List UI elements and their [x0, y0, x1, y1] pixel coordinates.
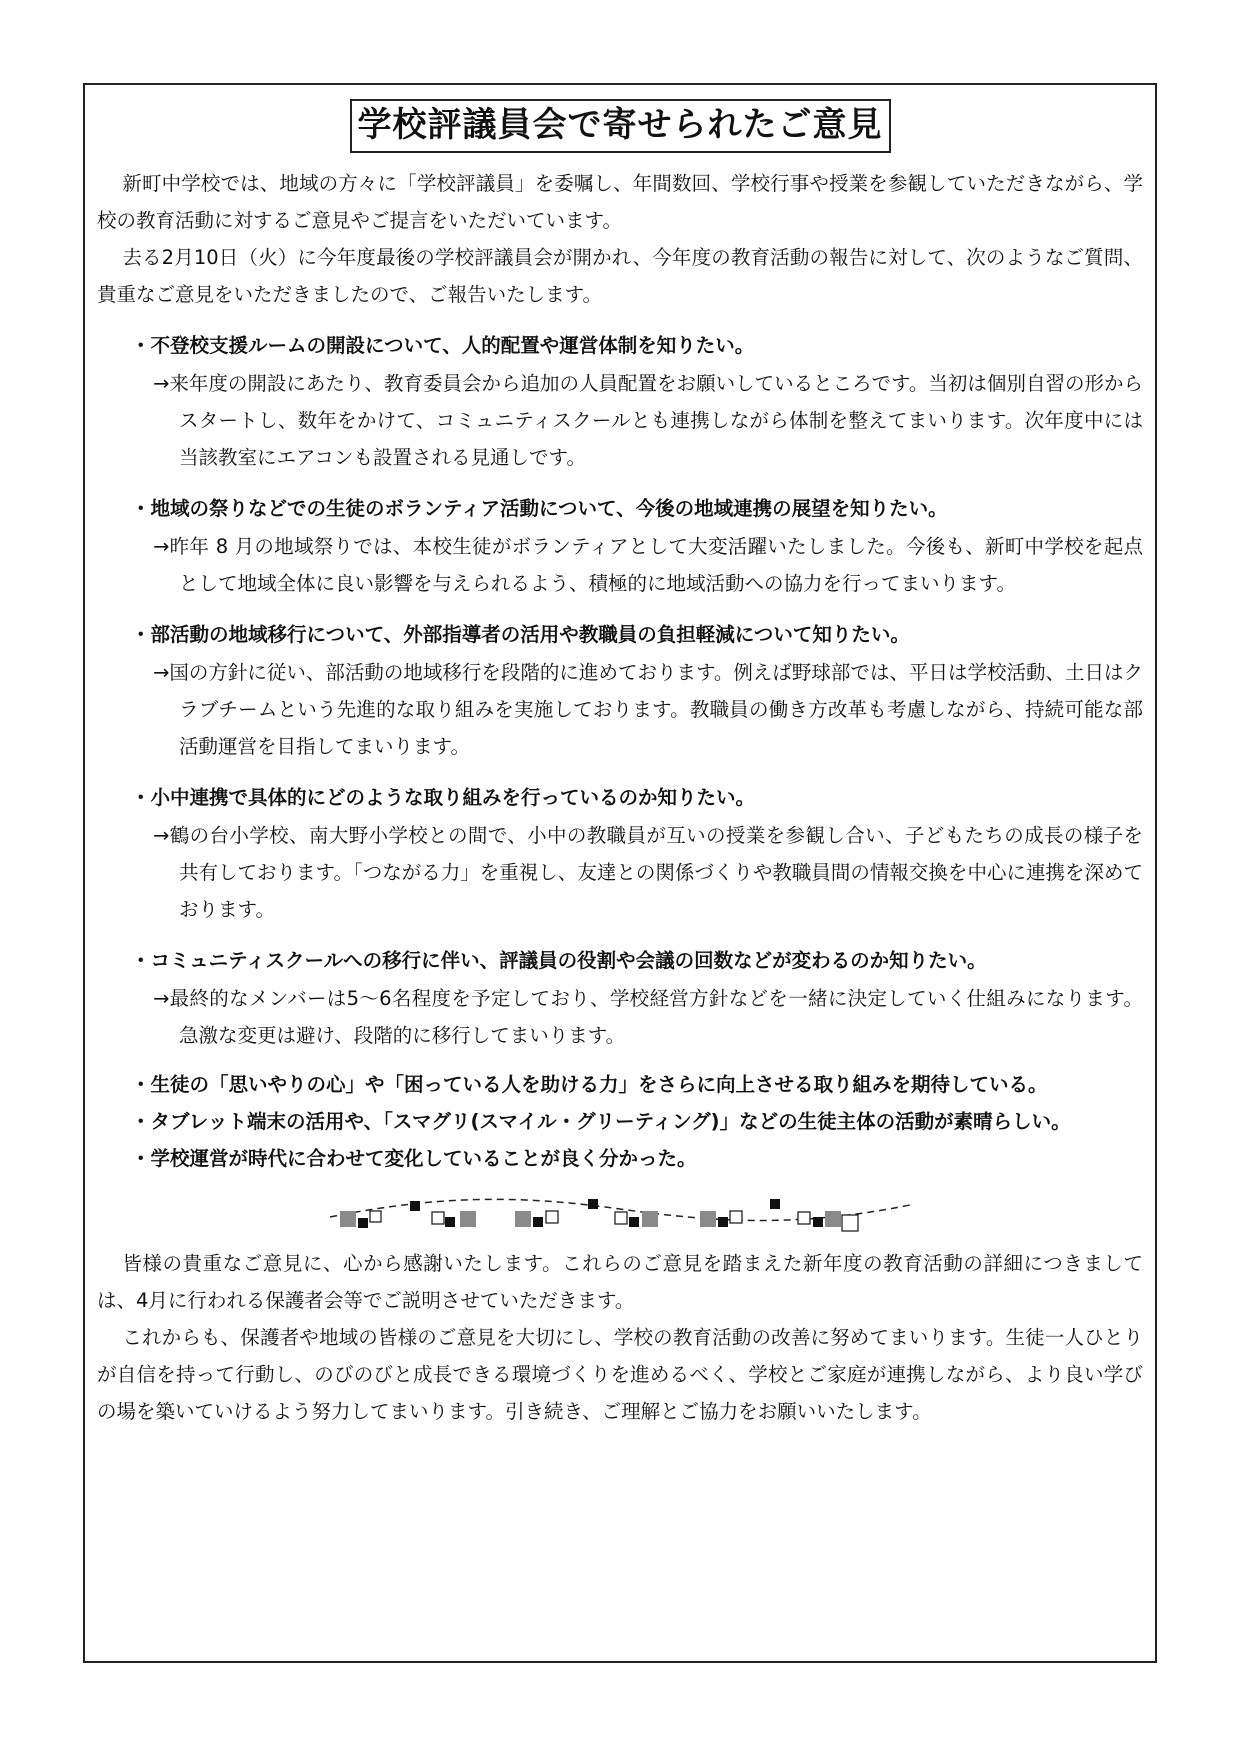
question: ・コミュニティスクールへの移行に伴い、評議員の役割や会議の回数などが変わるのか知りたい。 [131, 949, 987, 972]
decorative-divider [320, 1187, 920, 1233]
divider-black-square [629, 1217, 639, 1227]
intro-paragraph: 新町中学校では、地域の方々に「学校評議員」を委嘱し、年間数回、学校行事や授業を参観していただきながら、学校の教育活動に対するご意見やご提言をいただいています。 [97, 172, 1143, 232]
intro-paragraph: 去る2月10日（火）に今年度最後の学校評議員会が開かれ、今年度の教育活動の報告に対して、次のようなご質問、貴重なご意見をいただきましたので、ご報告いたします。 [97, 246, 1143, 306]
divider-outline-square [370, 1211, 381, 1222]
intro-section [97, 165, 1143, 313]
question: ・不登校支援ルームの開設について、人的配置や運営体制を知りたい。 [131, 334, 755, 357]
content [97, 165, 1143, 1430]
closing-section [97, 1245, 1143, 1430]
question: ・部活動の地域移行について、外部指導者の活用や教職員の負担軽減について知りたい。 [131, 623, 910, 646]
divider-outline-square [798, 1212, 810, 1224]
divider-outline-square [615, 1212, 627, 1224]
title-wrap [85, 99, 1155, 153]
qa-item [97, 616, 1143, 765]
divider-black-square [358, 1218, 368, 1228]
question: ・地域の祭りなどでの生徒のボランティア活動について、今後の地域連携の展望を知りたい。 [131, 497, 948, 520]
divider-grey-square [825, 1211, 841, 1227]
question: ・小中連携で具体的にどのような取り組みを行っているのか知りたい。 [131, 786, 756, 809]
closing-paragraph: これからも、保護者や地域の皆様のご意見を大切にし、学校の教育活動の改善に努めてまいります。生徒一人ひとりが自信を持って行動し、のびのびと成長できる環境づくりを進めるべく、学校とご家庭が連携しながら、より良い学びの場を築いていけるよう努力してまいります。引き続き、ご理解とご協力をお願いいたします。 [97, 1326, 1143, 1423]
answer: →来年度の開設にあたり、教育委員会から追加の人員配置をお願いしているところです。当初は個別自習の形からスタートし、数年をかけて、コミュニティスクールとも連携しながら体制を整えてまいります。次年度中には当該教室にエアコンも設置される見通しです。 [153, 372, 1143, 469]
answer: →最終的なメンバーは5～6名程度を予定しており、学校経営方針などを一緒に決定していく仕組みになります。急激な変更は避け、段階的に移行してまいります。 [153, 987, 1143, 1047]
comment: ・タブレット端末の活用や、「スマグリ(スマイル・グリーティング)」などの生徒主体の活動が素晴らしい。 [131, 1110, 1071, 1133]
divider-grey-square [700, 1211, 716, 1227]
divider-grey-square [642, 1211, 658, 1227]
divider-black-square [533, 1217, 543, 1227]
divider-outline-square [730, 1211, 742, 1223]
comment: ・生徒の「思いやりの心」や「困っている人を助ける力」をさらに向上させる取り組みを期待している。 [131, 1073, 1048, 1096]
divider-black-square [813, 1217, 823, 1227]
closing-paragraph: 皆様の貴重なご意見に、心から感謝いたします。これらのご意見を踏まえた新年度の教育活動の詳細につきましては、4月に行われる保護者会等でご説明させていただきます。 [97, 1252, 1143, 1312]
divider-outline-square [546, 1211, 558, 1223]
divider-outline-square [842, 1215, 858, 1231]
comment: ・学校運営が時代に合わせて変化していることが良く分かった。 [131, 1147, 697, 1170]
divider-black-square [718, 1217, 728, 1227]
page-frame [83, 83, 1157, 1663]
divider-black-square [588, 1199, 598, 1209]
qa-item [97, 942, 1143, 1054]
divider-grey-square [515, 1211, 531, 1227]
divider-grey-square [340, 1211, 356, 1227]
divider-black-square [445, 1217, 455, 1227]
divider-black-square [410, 1201, 420, 1211]
page-title: 学校評議員会で寄せられたご意見 [350, 99, 891, 153]
qa-item [97, 327, 1143, 476]
comments-section [97, 1066, 1143, 1177]
qa-item [97, 779, 1143, 928]
answer: →昨年 8 月の地域祭りでは、本校生徒がボランティアとして大変活躍いたしました。今後も、新町中学校を起点として地域全体に良い影響を与えられるよう、積極的に地域活動への協力を行ってまいります。 [153, 535, 1143, 595]
qa-item [97, 490, 1143, 602]
answer: →国の方針に従い、部活動の地域移行を段階的に進めております。例えば野球部では、平日は学校活動、土日はクラブチームという先進的な取り組みを実施しております。教職員の働き方改革も考慮しながら、持続可能な部活動運営を目指してまいります。 [153, 661, 1143, 758]
divider-grey-square [460, 1211, 476, 1227]
divider-black-square [770, 1199, 780, 1209]
divider-outline-square [432, 1212, 444, 1224]
answer: →鶴の台小学校、南大野小学校との間で、小中の教職員が互いの授業を参観し合い、子どもたちの成長の様子を共有しております。「つながる力」を重視し、友達との関係づくりや教職員間の情報交換を中心に連携を深めております。 [153, 824, 1143, 921]
